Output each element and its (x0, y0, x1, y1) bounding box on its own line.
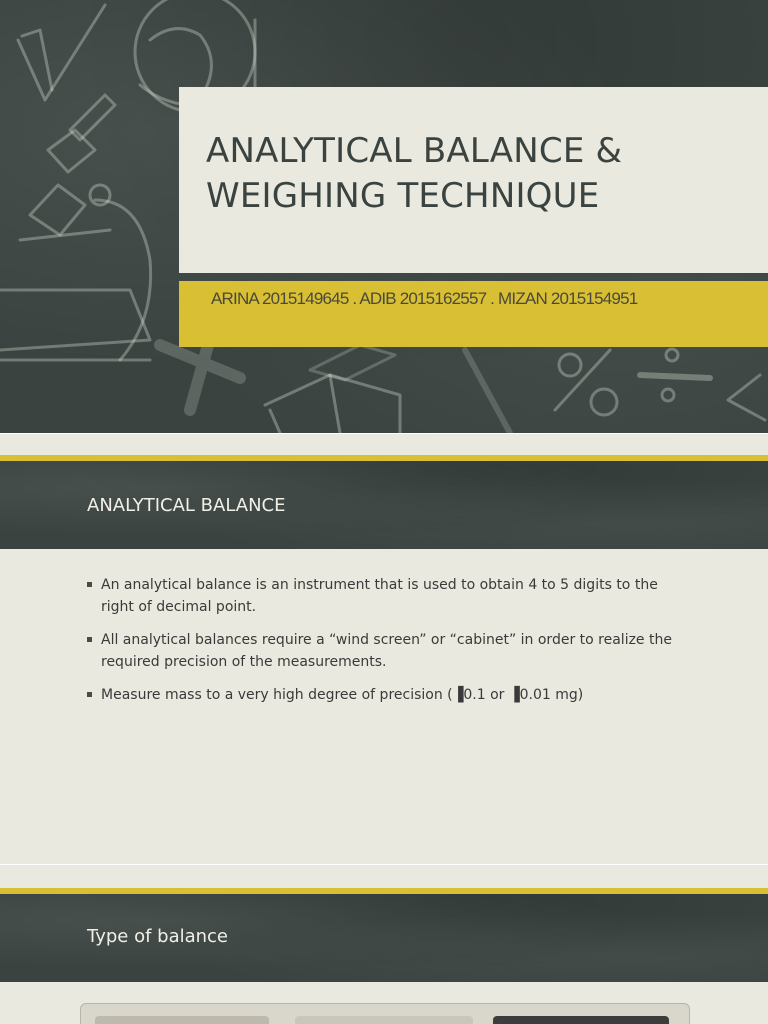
analytical-balance-slide (0, 434, 768, 864)
bullet-list (87, 574, 677, 717)
balance-photo (493, 1016, 669, 1024)
title-line-1: ANALYTICAL BALANCE & (206, 131, 623, 171)
slide-heading: ANALYTICAL BALANCE (87, 495, 286, 516)
presentation-title (206, 129, 746, 219)
bullet-square-icon (87, 637, 92, 642)
division-icon (640, 349, 710, 401)
title-line-2: WEIGHING TECHNIQUE (206, 176, 600, 216)
list-item (87, 684, 677, 706)
ruler-icon (310, 345, 395, 380)
slide-header-band (0, 894, 768, 982)
bullet-square-icon (87, 582, 92, 587)
balance-photos-frame (80, 1003, 690, 1024)
title-box (179, 87, 768, 273)
balance-photo (95, 1016, 269, 1024)
microscope-icon (0, 95, 151, 360)
list-item (87, 629, 677, 673)
type-of-balance-slide (0, 865, 768, 1024)
square-root-icon (18, 5, 105, 100)
slide-header-band (0, 461, 768, 549)
authors-text: ARINA 2015149645 . ADIB 2015162557 . MIZAN 2015154951 (211, 289, 638, 308)
bullet-text: An analytical balance is an instrument that is used to obtain 4 to 5 digits to the right of decimal point. (101, 577, 658, 615)
bullet-text: Measure mass to a very high degree of precision (▐0.1 or ▐0.01 mg) (101, 687, 584, 703)
title-slide (0, 0, 768, 433)
percent-icon (555, 350, 617, 415)
authors-bar (179, 281, 768, 347)
balance-photo (295, 1016, 473, 1024)
book-icon (265, 375, 400, 433)
slide-heading: Type of balance (87, 926, 229, 947)
bullet-square-icon (87, 692, 92, 697)
less-than-icon (728, 375, 765, 420)
bullet-text: All analytical balances require a “wind screen” or “cabinet” in order to realize the required precision of the measurements. (101, 632, 672, 670)
list-item (87, 574, 677, 618)
